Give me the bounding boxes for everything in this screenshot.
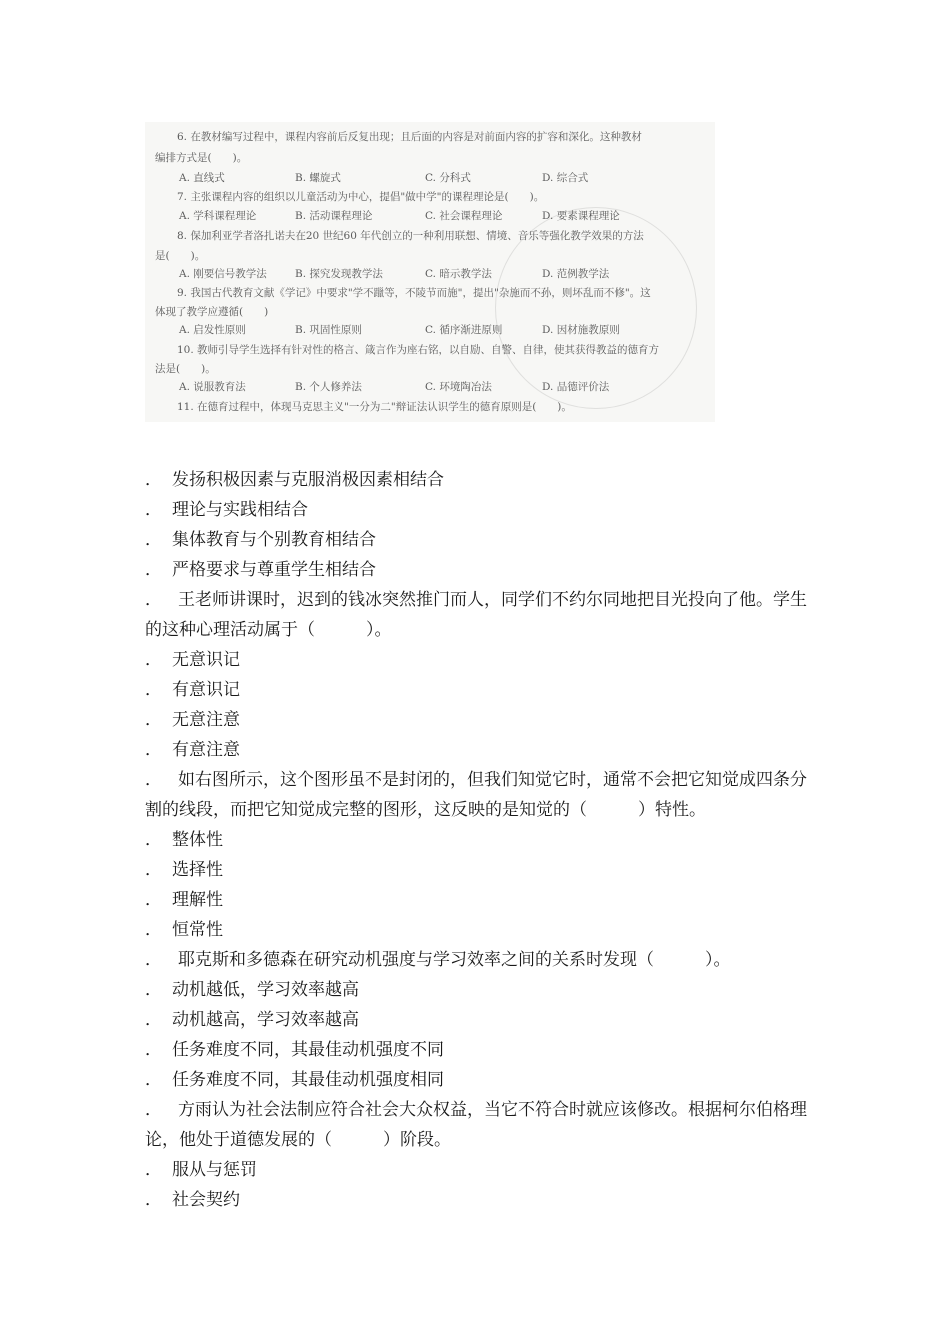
scan-q7-option-c: C. 社会课程理论 (425, 210, 503, 222)
q14-option-a: ． 动机越低，学习效率越高 (145, 980, 359, 1000)
q13-option-d: ． 恒常性 (145, 920, 223, 940)
q14-option-d: ． 任务难度不同，其最佳动机强度相同 (145, 1070, 444, 1090)
scan-q10-line2: 法是( )。 (155, 363, 216, 375)
q15-stem: ． 方雨认为社会法制应符合社会大众权益，当它不符合时就应该修改。根据柯尔伯格理论，他处于道德发展的（ ）阶段。 (145, 1100, 807, 1150)
scan-q7-option-b: B. 活动课程理论 (295, 210, 373, 222)
q13-option-a: ． 整体性 (145, 830, 223, 850)
scanned-exam-image (145, 122, 715, 422)
q11-option-c: ． 集体教育与个别教育相结合 (145, 530, 376, 550)
scan-q8-line2: 是( )。 (155, 250, 206, 262)
scan-q6-option-a: A. 直线式 (179, 172, 225, 184)
q13-option-b: ． 选择性 (145, 860, 223, 880)
scan-q10-line1: 10. 教师引导学生选择有针对性的格言、箴言作为座右铭，以自励、自警、自律，使其获得教益的德育方 (177, 344, 660, 356)
q12-option-b: ． 有意识记 (145, 680, 240, 700)
q13-stem: ． 如右图所示，这个图形虽不是封闭的，但我们知觉它时，通常不会把它知觉成四条分割的线段，而把它知觉成完整的图形，这反映的是知觉的（ ）特性。 (145, 770, 807, 820)
scan-q10-option-c: C. 环境陶冶法 (425, 381, 492, 393)
q11-option-b: ． 理论与实践相结合 (145, 500, 308, 520)
q14-option-b: ． 动机越高，学习效率越高 (145, 1010, 359, 1030)
scan-q6-option-b: B. 螺旋式 (295, 172, 341, 184)
scan-q8-option-a: A. 刚要信号教学法 (179, 268, 267, 280)
scan-q8-option-b: B. 探究发现教学法 (295, 268, 383, 280)
scan-q9-option-b: B. 巩固性原则 (295, 324, 362, 336)
q13-option-c: ． 理解性 (145, 890, 223, 910)
scan-q6-option-c: C. 分科式 (425, 172, 471, 184)
scan-q7-line1: 7. 主张课程内容的组织以儿童活动为中心，提倡"做中学"的课程理论是( )。 (177, 191, 545, 203)
q14-stem: ． 耶克斯和多德森在研究动机强度与学习效率之间的关系时发现（ ）。 (145, 950, 731, 970)
scan-q11-line1: 11. 在德育过程中，体现马克思主义"一分为二"辩证法认识学生的德育原则是( )。 (177, 401, 572, 413)
q15-option-b: ． 社会契约 (145, 1190, 240, 1210)
scan-q9-line1: 9. 我国古代教育文献《学记》中要求"学不躐等，不陵节而施"，提出"杂施而不孙，则坏乱而不修"。这 (177, 287, 651, 299)
scan-q9-option-c: C. 循序渐进原则 (425, 324, 503, 336)
q12-option-a: ． 无意识记 (145, 650, 240, 670)
q14-option-c: ． 任务难度不同，其最佳动机强度不同 (145, 1040, 444, 1060)
scan-q10-option-d: D. 品德评价法 (542, 381, 610, 393)
q12-stem: ． 王老师讲课时，迟到的钱冰突然推门而人，同学们不约尔同地把目光投向了他。学生的这种心理活动属于（ ）。 (145, 590, 807, 640)
q11-option-d: ． 严格要求与尊重学生相结合 (145, 560, 376, 580)
scan-q7-option-a: A. 学科课程理论 (179, 210, 257, 222)
q15-option-a: ． 服从与惩罚 (145, 1160, 257, 1180)
scan-q8-option-c: C. 暗示教学法 (425, 268, 492, 280)
q12-option-c: ． 无意注意 (145, 710, 240, 730)
q12-option-d: ． 有意注意 (145, 740, 240, 760)
scan-q9-option-a: A. 启发性原则 (179, 324, 246, 336)
scan-q9-option-d: D. 因材施教原则 (542, 324, 620, 336)
scan-q10-option-b: B. 个人修养法 (295, 381, 362, 393)
scan-q7-option-d: D. 要素课程理论 (542, 210, 620, 222)
scan-q9-line2: 体现了教学应遵循( ) (155, 306, 269, 318)
scan-q6-line1: 6. 在教材编写过程中，课程内容前后反复出现；且后面的内容是对前面内容的扩容和深化。这种教材 (177, 131, 642, 143)
scan-q10-option-a: A. 说服教育法 (179, 381, 246, 393)
scan-q6-line2: 编排方式是( )。 (155, 152, 248, 164)
scan-q8-line1: 8. 保加利亚学者洛扎诺夫在20 世纪60 年代创立的一种利用联想、情境、音乐等强化教学效果的方法 (177, 230, 644, 242)
scan-q6-option-d: D. 综合式 (542, 172, 589, 184)
scan-q8-option-d: D. 范例教学法 (542, 268, 610, 280)
q11-option-a: ． 发扬积极因素与克服消极因素相结合 (145, 470, 444, 490)
